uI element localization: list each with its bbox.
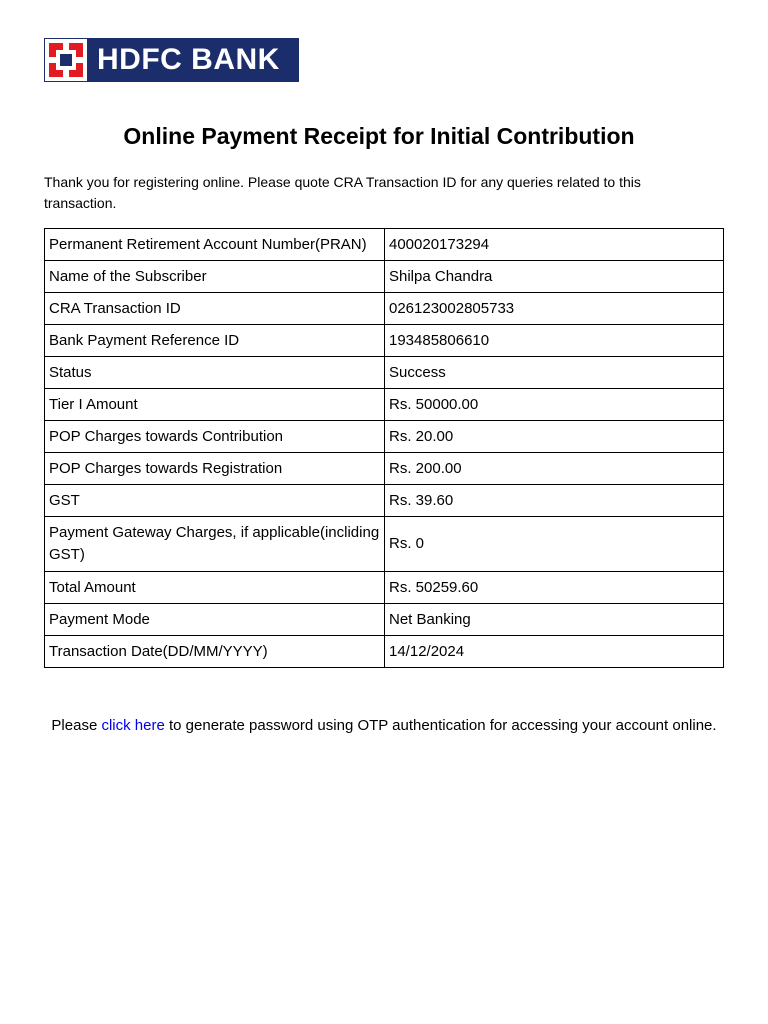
row-value: Success <box>385 357 724 389</box>
row-label: Payment Gateway Charges, if applicable(incliding GST) <box>45 517 385 572</box>
row-value: Rs. 0 <box>385 517 724 572</box>
row-label: Payment Mode <box>45 604 385 636</box>
intro-text: Thank you for registering online. Please quote CRA Transaction ID for any queries related to this transaction. <box>44 174 641 211</box>
row-label: Name of the Subscriber <box>45 261 385 293</box>
table-row <box>45 325 724 357</box>
row-value: Rs. 50000.00 <box>385 389 724 421</box>
table-row <box>45 517 724 572</box>
row-label: Permanent Retirement Account Number(PRAN) <box>45 229 385 261</box>
row-value: Rs. 20.00 <box>385 421 724 453</box>
table-row <box>45 636 724 668</box>
row-value: 026123002805733 <box>385 293 724 325</box>
otp-instruction <box>44 712 724 739</box>
row-label: POP Charges towards Contribution <box>45 421 385 453</box>
row-value: Net Banking <box>385 604 724 636</box>
row-label: Tier I Amount <box>45 389 385 421</box>
row-label: GST <box>45 485 385 517</box>
receipt-table <box>44 228 724 668</box>
row-value: Rs. 39.60 <box>385 485 724 517</box>
row-value: 193485806610 <box>385 325 724 357</box>
row-label: Status <box>45 357 385 389</box>
table-row <box>45 453 724 485</box>
row-value: 400020173294 <box>385 229 724 261</box>
table-row <box>45 229 724 261</box>
footer-prefix: Please <box>51 717 98 734</box>
row-value: Shilpa Chandra <box>385 261 724 293</box>
table-row <box>45 604 724 636</box>
hdfc-logo-icon <box>45 39 87 81</box>
row-label: CRA Transaction ID <box>45 293 385 325</box>
table-row <box>45 389 724 421</box>
click-here-link[interactable]: click here <box>101 717 165 734</box>
table-row <box>45 357 724 389</box>
table-row <box>45 572 724 604</box>
bank-name: HDFC BANK <box>87 39 298 81</box>
table-row <box>45 421 724 453</box>
hdfc-bank-logo <box>44 38 299 82</box>
row-label: Total Amount <box>45 572 385 604</box>
row-label: POP Charges towards Registration <box>45 453 385 485</box>
footer-suffix: to generate password using OTP authentication for accessing your account online. <box>169 717 717 734</box>
row-value: Rs. 50259.60 <box>385 572 724 604</box>
page-title: Online Payment Receipt for Initial Contribution <box>123 123 635 149</box>
table-row <box>45 485 724 517</box>
row-value: Rs. 200.00 <box>385 453 724 485</box>
table-row <box>45 293 724 325</box>
row-label: Transaction Date(DD/MM/YYYY) <box>45 636 385 668</box>
table-row <box>45 261 724 293</box>
row-value: 14/12/2024 <box>385 636 724 668</box>
row-label: Bank Payment Reference ID <box>45 325 385 357</box>
